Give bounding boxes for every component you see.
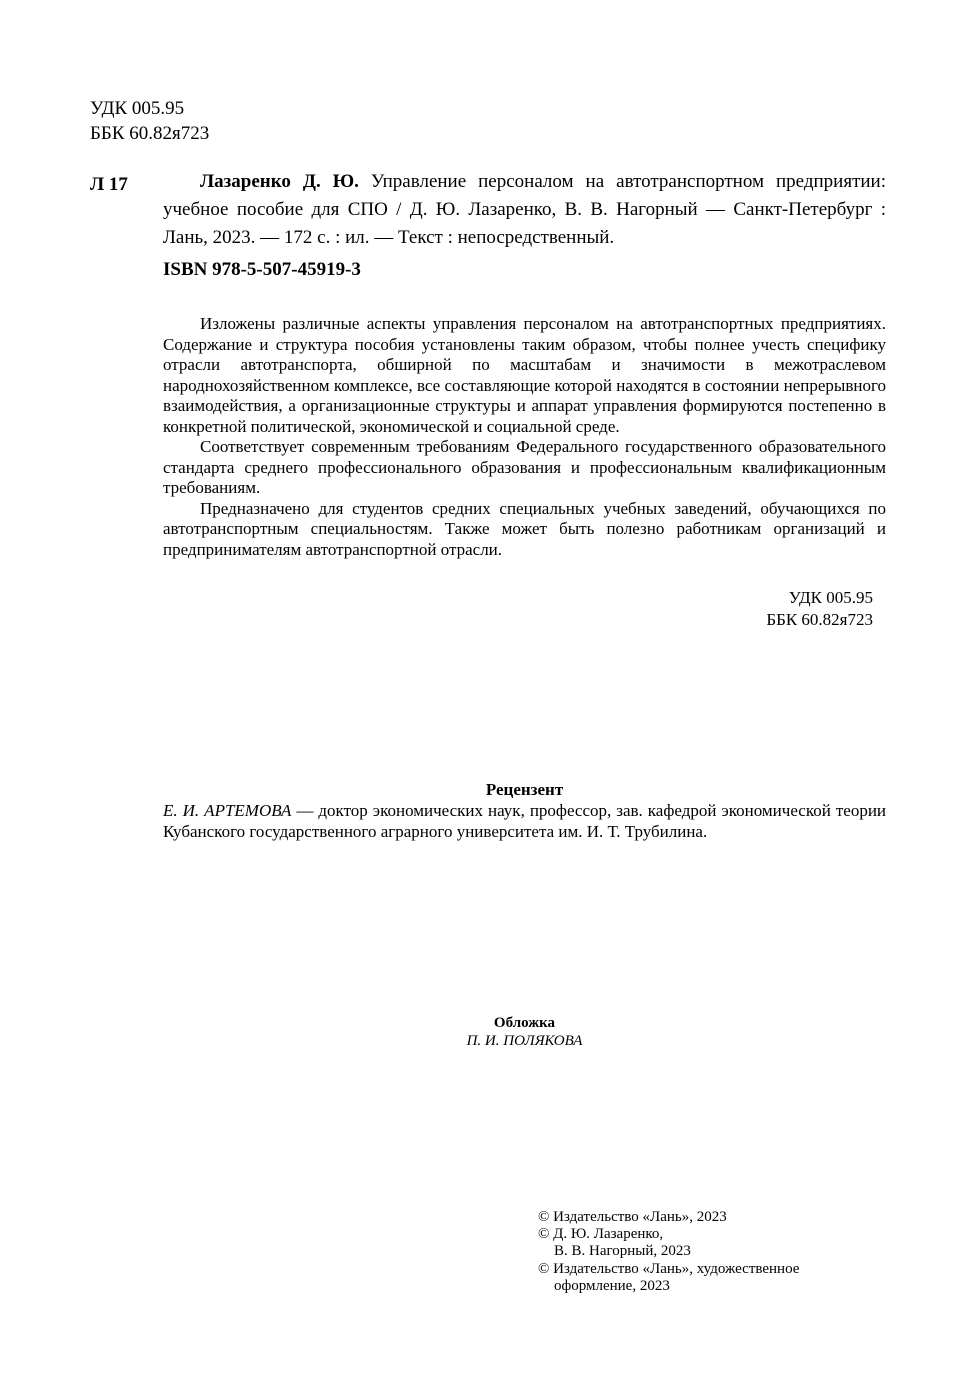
copyright-line: В. В. Нагорный, 2023 xyxy=(554,1243,691,1260)
bbk-code: ББК 60.82я723 xyxy=(90,123,210,144)
udk-bbk-block xyxy=(90,96,209,146)
abstract-paragraph: Предназначено для студентов средних специальных учебных заведений, обучающихся по автотранспортным специальностям. Также может быть полезно работникам организаций и предпринимателям автотранспортной отрасли. xyxy=(163,498,886,559)
abstract-paragraph: Изложены различные аспекты управления персоналом на автотранспортных предприятиях. Содержание и структура пособия установлены таким образом, чтобы полнее учесть специфику отрасли автотранспорта, обширной по масштабам и значимости в межотраслевом народнохозяйственном комплексе, все составляющие которой находятся в состоянии непрерывного взаимодействия, а организационные структуры и аппарат управления формируются постепенно в конкретной политической, экономической и социальной среде. xyxy=(163,314,886,436)
reviewer-description: — доктор экономических наук, профессор, зав. кафедрой экономической теории Кубанского государственного аграрного университета им. И. Т. Трубилина. xyxy=(163,801,887,841)
bibliographic-record xyxy=(163,168,886,252)
udk-bbk-right xyxy=(686,587,873,631)
isbn: ISBN 978-5-507-45919-3 xyxy=(163,259,361,280)
copyright-line: © Издательство «Лань», 2023 xyxy=(538,1209,727,1225)
abstract xyxy=(163,314,886,560)
book-description: Управление персоналом на автотранспортном предприятии: учебное пособие для СПО / Д. Ю. Лазаренко, В. В. Нагорный — Санкт-Петербург : Лань, 2023. — 172 с. : ил. — Текст : непосредственный. xyxy=(163,171,886,248)
copyright-block xyxy=(538,1209,799,1295)
author-name: Лазаренко Д. Ю. xyxy=(200,171,359,192)
udk-code-right: УДК 005.95 xyxy=(788,588,873,607)
copyright-line: © Д. Ю. Лазаренко, xyxy=(538,1226,664,1243)
reviewer-block xyxy=(163,800,886,842)
copyright-line: оформление, 2023 xyxy=(554,1277,670,1294)
copyright-line: © Издательство «Лань», художественное xyxy=(538,1260,800,1277)
abstract-paragraph: Соответствует современным требованиям Федерального государственного образовательного стандарта среднего профессионального образования и профессиональным квалификационным требованиям. xyxy=(163,437,886,497)
bbk-code-right: ББК 60.82я723 xyxy=(766,610,873,629)
cover-heading: Обложка xyxy=(493,1015,556,1031)
cover-designer: П. И. ПОЛЯКОВА xyxy=(466,1033,583,1049)
udk-code: УДК 005.95 xyxy=(90,98,185,119)
reviewer-heading: Рецензент xyxy=(485,780,564,799)
author-code: Л 17 xyxy=(90,174,128,195)
reviewer-name: Е. И. АРТЕМОВА xyxy=(163,801,292,820)
